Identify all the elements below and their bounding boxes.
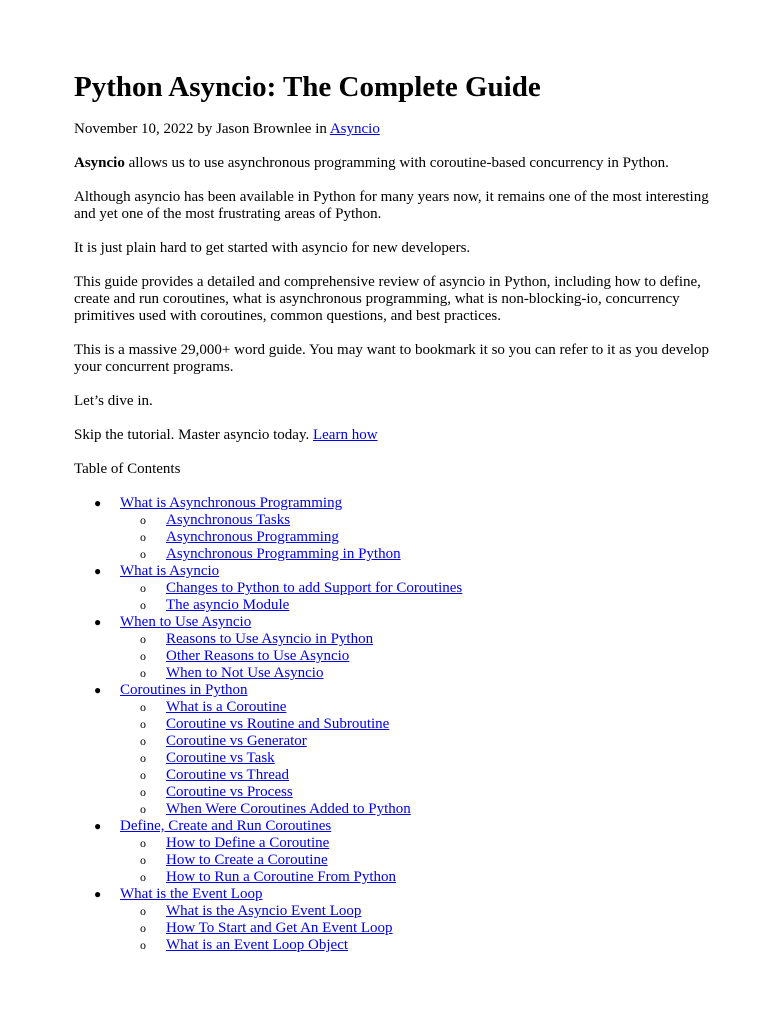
bullet-icon: ● (94, 819, 102, 833)
circle-bullet-icon: o (140, 530, 146, 544)
toc-subsection-link[interactable]: Coroutine vs Task (166, 750, 275, 766)
toc-subsection-link[interactable]: How to Create a Coroutine (166, 852, 328, 868)
circle-bullet-icon: o (140, 768, 146, 782)
bullet-icon: ● (94, 683, 102, 697)
toc-subsection-list (120, 631, 714, 682)
toc-subsection-link[interactable]: How To Start and Get An Event Loop (166, 920, 393, 936)
in-word: in (315, 121, 327, 137)
skip-text: Skip the tutorial. Master asyncio today. (74, 427, 313, 443)
toc-section-link[interactable]: Coroutines in Python (120, 682, 248, 698)
toc-subsection (140, 716, 714, 733)
toc-subsection (140, 580, 714, 597)
toc-subsection-link[interactable]: Changes to Python to add Support for Coroutines (166, 580, 463, 596)
category-link[interactable]: Asyncio (329, 121, 380, 137)
circle-bullet-icon: o (140, 921, 146, 935)
toc-subsection-link[interactable]: Asynchronous Programming (166, 529, 339, 545)
toc-subsection-link[interactable]: When to Not Use Asyncio (166, 665, 324, 681)
toc-section (94, 563, 714, 614)
paragraph-5: This is a massive 29,000+ word guide. You may want to bookmark it so you can refer to it as you develop your concurrent programs. (74, 342, 710, 375)
toc-title: Table of Contents (74, 461, 181, 477)
paragraph-2: Although asyncio has been available in Python for many years now, it remains one of the most interesting and yet one of the most frustrating areas of Python. (74, 189, 709, 222)
circle-bullet-icon: o (140, 598, 146, 612)
toc-subsection-list (120, 512, 714, 563)
toc-subsection-list (120, 580, 714, 614)
circle-bullet-icon: o (140, 734, 146, 748)
by-word: by (197, 121, 213, 137)
toc-subsection (140, 529, 714, 546)
circle-bullet-icon: o (140, 717, 146, 731)
toc-subsection-link[interactable]: Other Reasons to Use Asyncio (166, 648, 350, 664)
paragraph-4: This guide provides a detailed and comprehensive review of asyncio in Python, including how to define, create and run coroutines, what is asynchronous programming, what is non-blocking-io, concurrency primitives used with coroutines, common questions, and best practices. (74, 274, 701, 324)
toc-section (94, 818, 714, 886)
toc-subsection (140, 784, 714, 801)
toc-subsection (140, 852, 714, 869)
toc-section-link[interactable]: When to Use Asyncio (120, 614, 252, 630)
intro-paragraph (74, 155, 714, 172)
bullet-icon: ● (94, 887, 102, 901)
paragraph-3: It is just plain hard to get started with asyncio for new developers. (74, 240, 471, 256)
intro-bold: Asyncio (74, 155, 125, 171)
toc-subsection-link[interactable]: When Were Coroutines Added to Python (166, 801, 411, 817)
toc-subsection-list (120, 835, 714, 886)
toc-subsection-link[interactable]: Coroutine vs Thread (166, 767, 290, 783)
toc-subsection (140, 920, 714, 937)
circle-bullet-icon: o (140, 802, 146, 816)
circle-bullet-icon: o (140, 751, 146, 765)
toc-subsection (140, 801, 714, 818)
toc-subsection (140, 699, 714, 716)
toc-subsection-link[interactable]: How to Define a Coroutine (166, 835, 330, 851)
toc-section-link[interactable]: What is the Event Loop (120, 886, 263, 902)
learn-how-link[interactable]: Learn how (312, 427, 378, 443)
toc-subsection (140, 835, 714, 852)
toc-subsection-link[interactable]: Asynchronous Programming in Python (166, 546, 401, 562)
bullet-icon: ● (94, 615, 102, 629)
toc-subsection (140, 750, 714, 767)
page-title: Python Asyncio: The Complete Guide (74, 71, 541, 103)
circle-bullet-icon: o (140, 836, 146, 850)
toc-subsection (140, 597, 714, 614)
circle-bullet-icon: o (140, 853, 146, 867)
toc-subsection-link[interactable]: What is the Asyncio Event Loop (166, 903, 362, 919)
toc-subsection-link[interactable]: Coroutine vs Process (166, 784, 293, 800)
toc-subsection-link[interactable]: Asynchronous Tasks (166, 512, 291, 528)
table-of-contents (74, 495, 714, 954)
circle-bullet-icon: o (140, 904, 146, 918)
skip-tutorial (74, 427, 714, 444)
toc-subsection-link[interactable]: Coroutine vs Routine and Subroutine (166, 716, 390, 732)
circle-bullet-icon: o (140, 649, 146, 663)
circle-bullet-icon: o (140, 581, 146, 595)
post-date: November 10, 2022 (74, 121, 194, 137)
circle-bullet-icon: o (140, 547, 146, 561)
toc-subsection (140, 631, 714, 648)
toc-subsection-list (120, 699, 714, 818)
toc-subsection (140, 767, 714, 784)
toc-section (94, 682, 714, 818)
circle-bullet-icon: o (140, 870, 146, 884)
article (74, 0, 714, 954)
toc-section-link[interactable]: What is Asyncio (120, 563, 220, 579)
toc-subsection (140, 665, 714, 682)
toc-subsection-link[interactable]: What is an Event Loop Object (166, 937, 349, 953)
toc-subsection-link[interactable]: Reasons to Use Asyncio in Python (166, 631, 374, 647)
toc-subsection (140, 733, 714, 750)
toc-subsection-link[interactable]: Coroutine vs Generator (166, 733, 307, 749)
toc-subsection-list (120, 903, 714, 954)
bullet-icon: ● (94, 496, 102, 510)
paragraph-6: Let’s dive in. (74, 393, 153, 409)
post-meta (74, 121, 714, 138)
circle-bullet-icon: o (140, 700, 146, 714)
toc-subsection (140, 937, 714, 954)
circle-bullet-icon: o (140, 938, 146, 952)
toc-subsection (140, 869, 714, 886)
toc-section (94, 614, 714, 682)
toc-subsection (140, 512, 714, 529)
toc-section-link[interactable]: What is Asynchronous Programming (120, 495, 343, 511)
toc-section (94, 495, 714, 563)
intro-rest: allows us to use asynchronous programming with coroutine-based concurrency in Python. (124, 155, 669, 171)
toc-section (94, 886, 714, 954)
toc-subsection (140, 648, 714, 665)
circle-bullet-icon: o (140, 632, 146, 646)
toc-section-link[interactable]: Define, Create and Run Coroutines (120, 818, 332, 834)
circle-bullet-icon: o (140, 666, 146, 680)
bullet-icon: ● (94, 564, 102, 578)
toc-subsection-link[interactable]: What is a Coroutine (166, 699, 287, 715)
circle-bullet-icon: o (140, 785, 146, 799)
toc-subsection (140, 903, 714, 920)
toc-subsection-link[interactable]: The asyncio Module (166, 597, 290, 613)
toc-subsection-link[interactable]: How to Run a Coroutine From Python (166, 869, 397, 885)
toc-subsection (140, 546, 714, 563)
author-name: Jason Brownlee (216, 121, 312, 137)
circle-bullet-icon: o (140, 513, 146, 527)
